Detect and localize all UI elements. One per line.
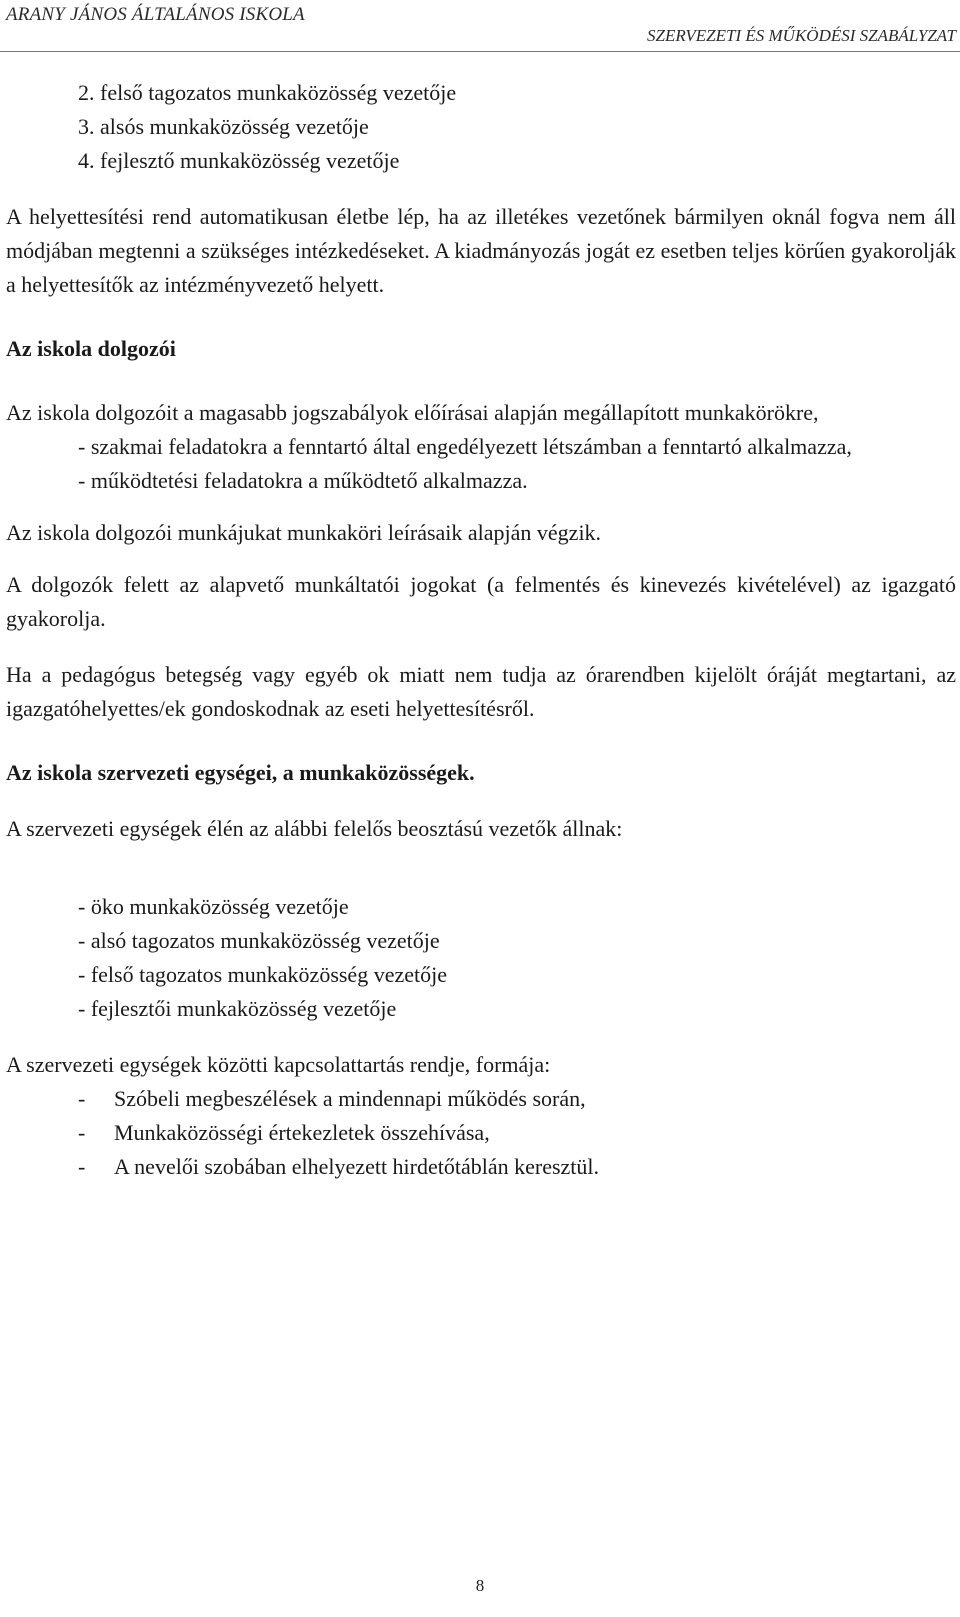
list-item-text: A nevelői szobában elhelyezett hirdetőtáblán keresztül. (114, 1154, 600, 1179)
list-item: - fejlesztői munkaközösség vezetője (78, 996, 397, 1021)
page-number: 8 (475, 1576, 485, 1595)
vezetok-list (6, 890, 956, 1026)
list-item: - szakmai feladatokra a fenntartó által engedélyezett létszámban a fenntartó alkalmazza, (78, 434, 852, 459)
school-name: ARANY JÁNOS ÁLTALÁNOS ISKOLA (6, 4, 305, 25)
section-heading-dolgozok: Az iskola dolgozói (6, 336, 176, 361)
paragraph-munkaltatoi: A dolgozók felett az alapvető munkáltatói jogokat (a felmentés és kinevezés kivételével) az igazgató gyakorolja. (6, 572, 956, 631)
paragraph-pedagogus: Ha a pedagógus betegség vagy egyéb ok miatt nem tudja az órarendben kijelölt óráját megtartani, az igazgatóhelyettes/ek gondoskodnak az eseti helyettesítésről. (6, 662, 956, 721)
document-body (6, 76, 956, 1184)
list-item (6, 1116, 956, 1150)
list-item: 3. alsós munkaközösség vezetője (78, 114, 369, 139)
paragraph-dolgozok-intro: Az iskola dolgozóit a magasabb jogszabályok előírásai alapján megállapított munkakörökre, (6, 400, 819, 425)
page-header (0, 0, 960, 50)
paragraph-munkakori: Az iskola dolgozói munkájukat munkaköri leírásaik alapján végzik. (6, 520, 602, 545)
list-item-text: Szóbeli megbeszélések a mindennapi működés során, (114, 1086, 586, 1111)
bullet-dash: - (78, 1154, 86, 1179)
header-divider (0, 51, 960, 52)
numbered-list (6, 76, 956, 178)
list-item (6, 1150, 956, 1184)
document-title: SZERVEZETI ÉS MŰKÖDÉSI SZABÁLYZAT (647, 26, 956, 45)
list-item (6, 1082, 956, 1116)
bullet-dash: - (78, 1120, 86, 1145)
section-heading-egysegek: Az iskola szervezeti egységei, a munkaközösségek. (6, 760, 475, 785)
bullet-dash: - (78, 1086, 86, 1111)
list-item: - öko munkaközösség vezetője (78, 894, 349, 919)
paragraph-egysegek: A szervezeti egységek élén az alábbi felelős beosztású vezetők állnak: (6, 816, 623, 841)
paragraph-kapcsolattartas: A szervezeti egységek közötti kapcsolattartás rendje, formája: (6, 1052, 551, 1077)
list-item: - működtetési feladatokra a működtető alkalmazza. (78, 468, 528, 493)
list-item: 2. felső tagozatos munkaközösség vezetője (78, 80, 457, 105)
list-item: - alsó tagozatos munkaközösség vezetője (78, 928, 440, 953)
list-item: 4. fejlesztő munkaközösség vezetője (78, 148, 400, 173)
list-item-text: Munkaközösségi értekezletek összehívása, (114, 1120, 490, 1145)
kapcsolattartas-list (6, 1082, 956, 1184)
list-item: - felső tagozatos munkaközösség vezetője (78, 962, 447, 987)
paragraph-helyettesites: A helyettesítési rend automatikusan életbe lép, ha az illetékes vezetőnek bármilyen oknál fogva nem áll módjában megtenni a szükséges intézkedéseket. A kiadmányozás jogát ez esetben teljes körűen gyakorolják a helyettesítők az intézményvezető helyett. (6, 204, 956, 297)
